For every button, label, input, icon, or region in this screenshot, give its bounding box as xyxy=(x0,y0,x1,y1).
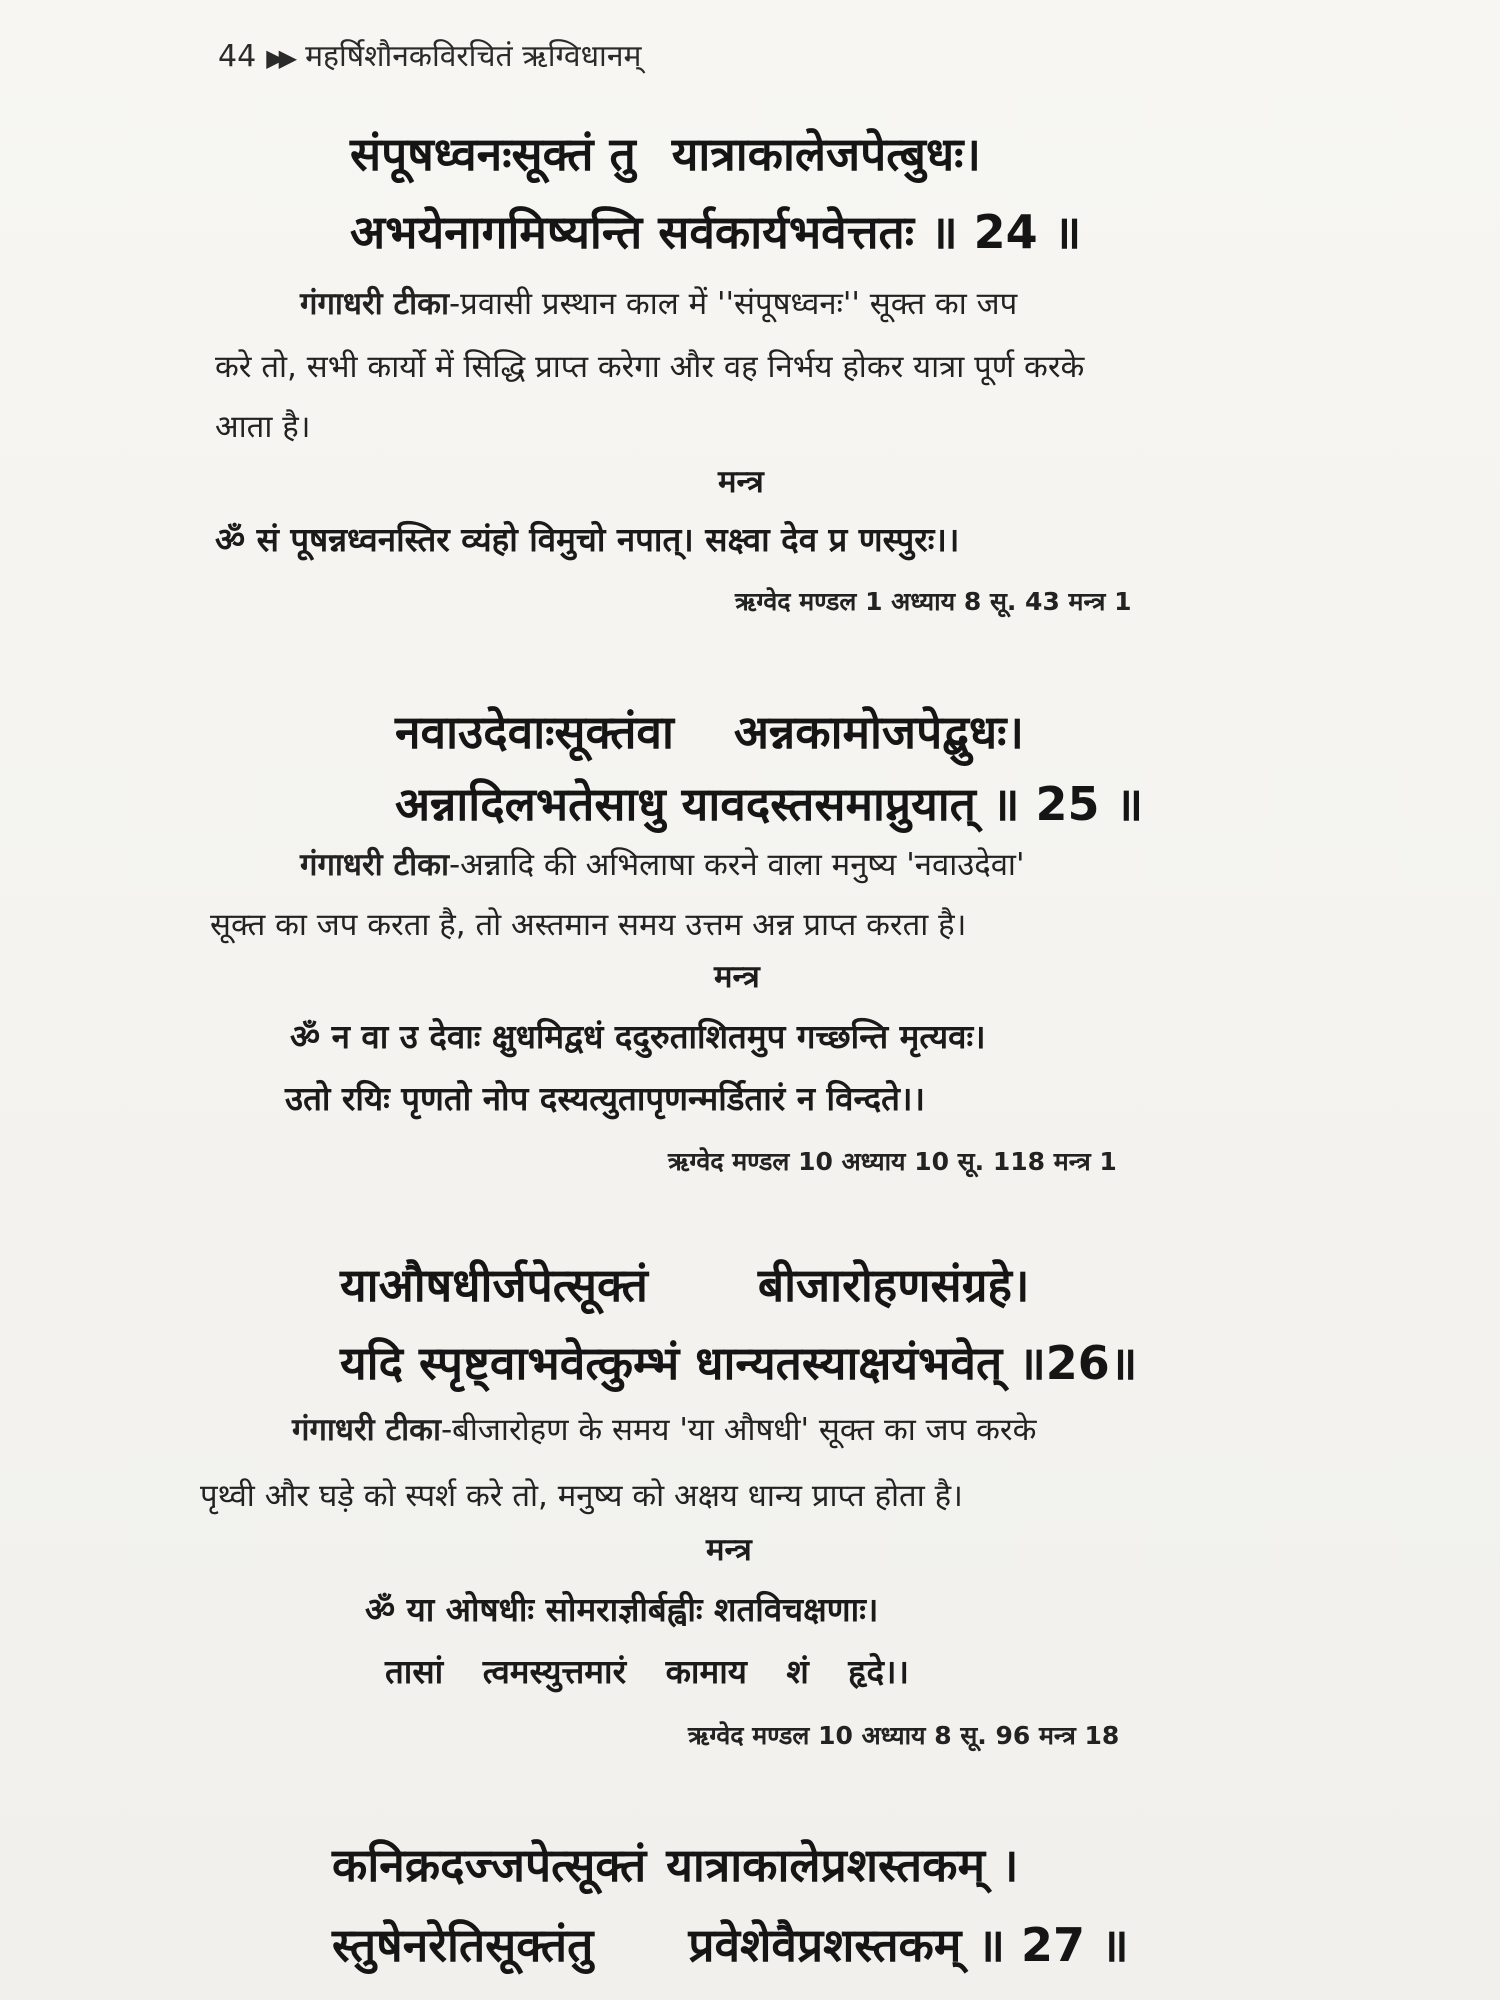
teeka-26-line-2: पृथ्वी और घड़े को स्पर्श करे तो, मनुष्य को अक्षय धान्य प्राप्त होता है। xyxy=(200,1478,963,1514)
mantra-heading: मन्त्र xyxy=(718,464,764,500)
verse-24-line-2: अभयेनागमिष्यन्ति सर्वकार्यभवेत्ततः ॥ 24 ॥ xyxy=(350,205,1082,259)
teeka-label: गंगाधरी टीका xyxy=(292,1412,441,1448)
double-arrow-icon: ▶▶ xyxy=(266,44,292,72)
teeka-label: गंगाधरी टीका xyxy=(300,847,449,883)
mantra-25-line-1: ॐ न वा उ देवाः क्षुधमिद्वधं ददुरुताशितमुप गच्छन्ति मृत्यवः। xyxy=(290,1017,986,1056)
mantra-26-line-2: तासां त्वमस्युत्तमारं कामाय शं हृदे।। xyxy=(385,1652,909,1691)
verse-26-line-1: याऔषधीर्जपेत्सूक्तं बीजारोहणसंग्रहे। xyxy=(340,1258,1030,1312)
mantra-25-line-2: उतो रयिः पृणतो नोप दस्यत्युतापृणन्मर्डितारं न विन्दते।। xyxy=(285,1079,925,1118)
teeka-label: गंगाधरी टीका xyxy=(300,286,449,322)
page-header xyxy=(218,34,641,75)
verse-27-line-2: स्तुषेनरेतिसूक्तंतु प्रवेशेवैप्रशस्तकम् ॥ 27 ॥ xyxy=(332,1918,1129,1972)
mantra-26-line-1: ॐ या ओषधीः सोमराज्ञीर्बह्वीः शतविचक्षणाः। xyxy=(365,1590,879,1629)
reference-24: ऋग्वेद मण्डल 1 अध्याय 8 सू. 43 मन्त्र 1 xyxy=(735,587,1132,616)
teeka-24-line-3: आता है। xyxy=(215,409,311,445)
reference-26: ऋग्वेद मण्डल 10 अध्याय 8 सू. 96 मन्त्र 18 xyxy=(688,1721,1120,1750)
book-title: महर्षिशौनकविरचितं ऋग्विधानम् xyxy=(305,39,642,74)
page-number: 44 xyxy=(218,39,257,74)
verse-25-line-2: अन्नादिलभतेसाधु यावदस्तसमाप्नुयात् ॥ 25 ॥ xyxy=(395,777,1144,831)
teeka-24-line-2: करे तो, सभी कार्यो में सिद्धि प्राप्त करेगा और वह निर्भय होकर यात्रा पूर्ण करके xyxy=(215,349,1085,385)
mantra-heading: मन्त्र xyxy=(714,959,760,995)
verse-27-line-1: कनिक्रदज्जपेत्सूक्तं यात्राकालेप्रशस्तकम् । xyxy=(332,1838,1019,1892)
verse-24-line-1: संपूषध्वनःसूक्तं तु यात्राकालेजपेत्बुधः। xyxy=(350,127,981,181)
verse-26-line-2: यदि स्पृष्ट्वाभवेत्कुम्भं धान्यतस्याक्षयंभवेत् ॥26॥ xyxy=(340,1336,1138,1390)
teeka-25-line-1: गंगाधरी टीका-अन्नादि की अभिलाषा करने वाला मनुष्य 'नवाउदेवा' xyxy=(300,847,1025,883)
teeka-26-line-1: गंगाधरी टीका-बीजारोहण के समय 'या औषधी' सूक्त का जप करके xyxy=(292,1412,1037,1448)
verse-25-line-1: नवाउदेवाःसूक्तंवा अन्नकामोजपेद्बुधः। xyxy=(395,705,1024,759)
mantra-heading: मन्त्र xyxy=(706,1532,752,1568)
teeka-25-line-2: सूक्त का जप करता है, तो अस्तमान समय उत्तम अन्न प्राप्त करता है। xyxy=(210,907,967,943)
reference-25: ऋग्वेद मण्डल 10 अध्याय 10 सू. 118 मन्त्र 1 xyxy=(668,1147,1117,1176)
mantra-24-line-1: ॐ सं पूषन्नध्वनस्तिर व्यंहो विमुचो नपात्। सक्ष्वा देव प्र णस्पुरः।। xyxy=(215,520,960,559)
teeka-24-line-1: गंगाधरी टीका-प्रवासी प्रस्थान काल में ''संपूषध्वनः'' सूक्त का जप xyxy=(300,286,1018,322)
